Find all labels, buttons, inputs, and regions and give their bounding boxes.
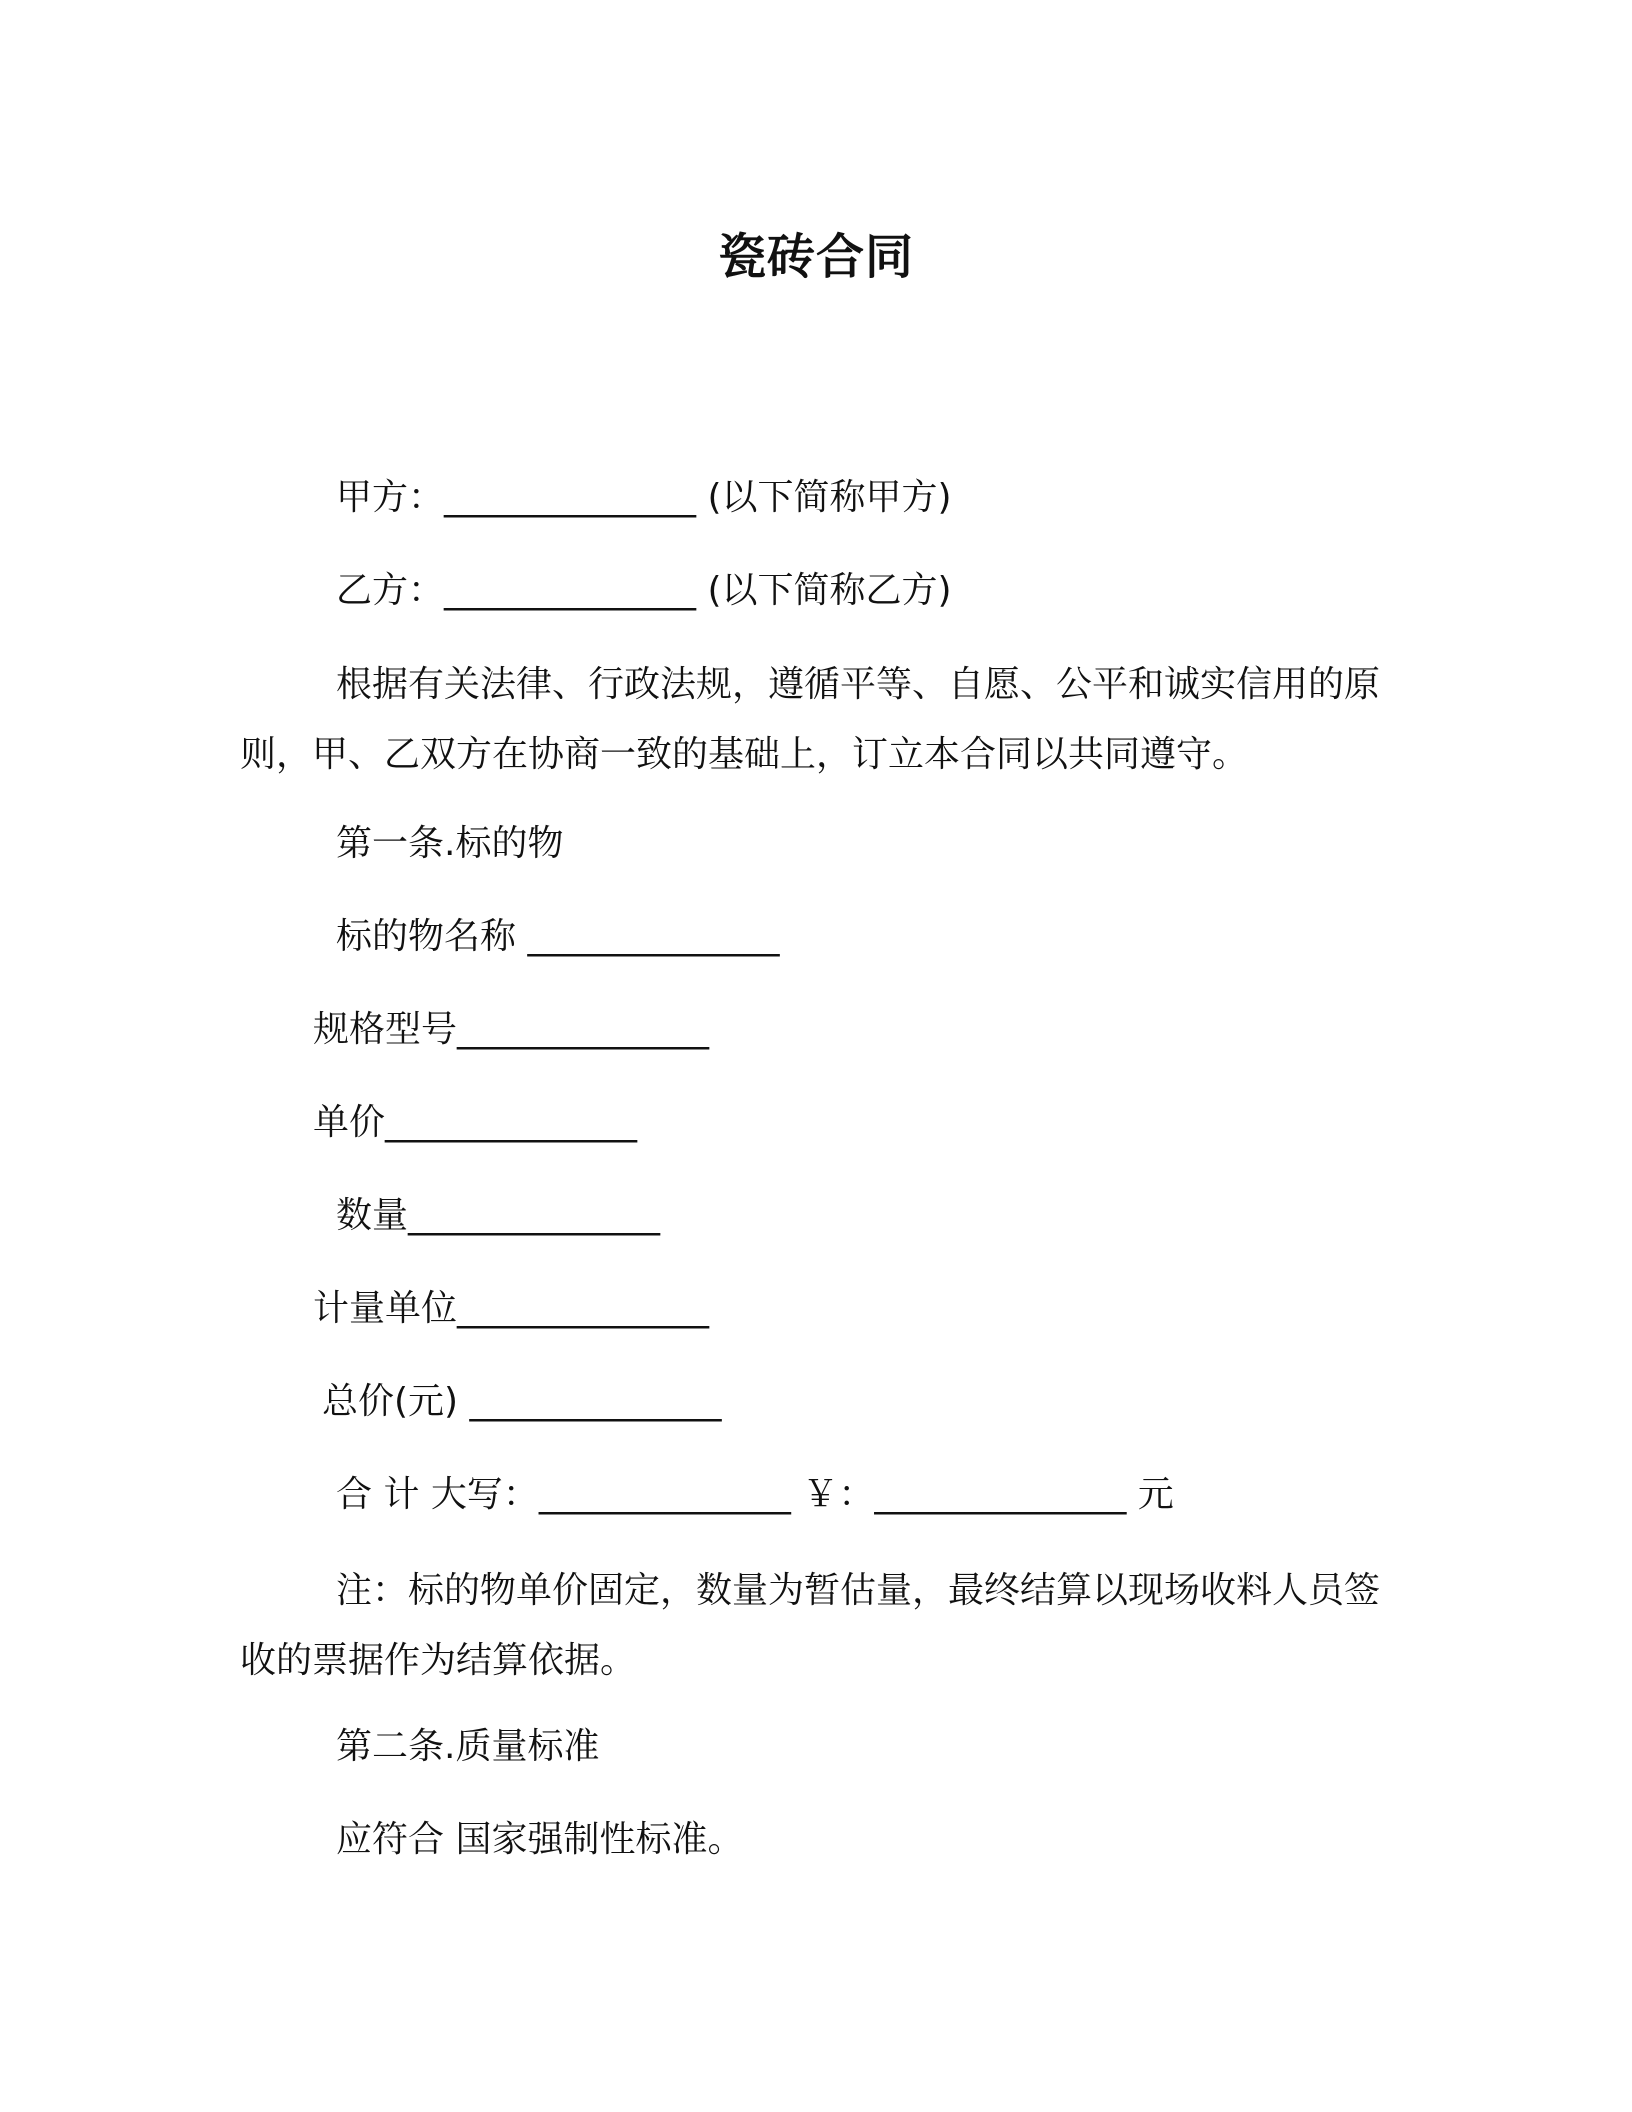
item-sum-field: 合 计 大写：______________ ￥：______________ 元 [336,1474,1174,1515]
note-paragraph: 注：标的物单价固定，数量为暂估量，最终结算以现场收料人员签收的票据作为结算依据。 [240,1570,1381,1681]
article-2-body: 应符合 国家强制性标准。 [336,1819,744,1860]
item-total-price-field: 总价(元) ______________ [322,1381,722,1422]
party-a-line: 甲方：______________ (以下简称甲方) [336,477,952,518]
item-name-field: 标的物名称 ______________ [336,916,780,957]
article-1-heading: 第一条.标的物 [336,823,564,864]
item-spec-field: 规格型号______________ [313,1009,710,1050]
party-b-line: 乙方：______________ (以下简称乙方) [336,570,952,611]
preamble-paragraph: 根据有关法律、行政法规，遵循平等、自愿、公平和诚实信用的原则，甲、乙双方在协商一致的基础上，订立本合同以共同遵守。 [240,664,1381,775]
item-measure-unit-field: 计量单位______________ [313,1288,710,1329]
item-unit-price-field: 单价______________ [313,1102,638,1143]
item-quantity-field: 数量______________ [336,1195,661,1236]
article-2-heading: 第二条.质量标准 [336,1726,600,1767]
document-title: 瓷砖合同 [717,229,914,285]
